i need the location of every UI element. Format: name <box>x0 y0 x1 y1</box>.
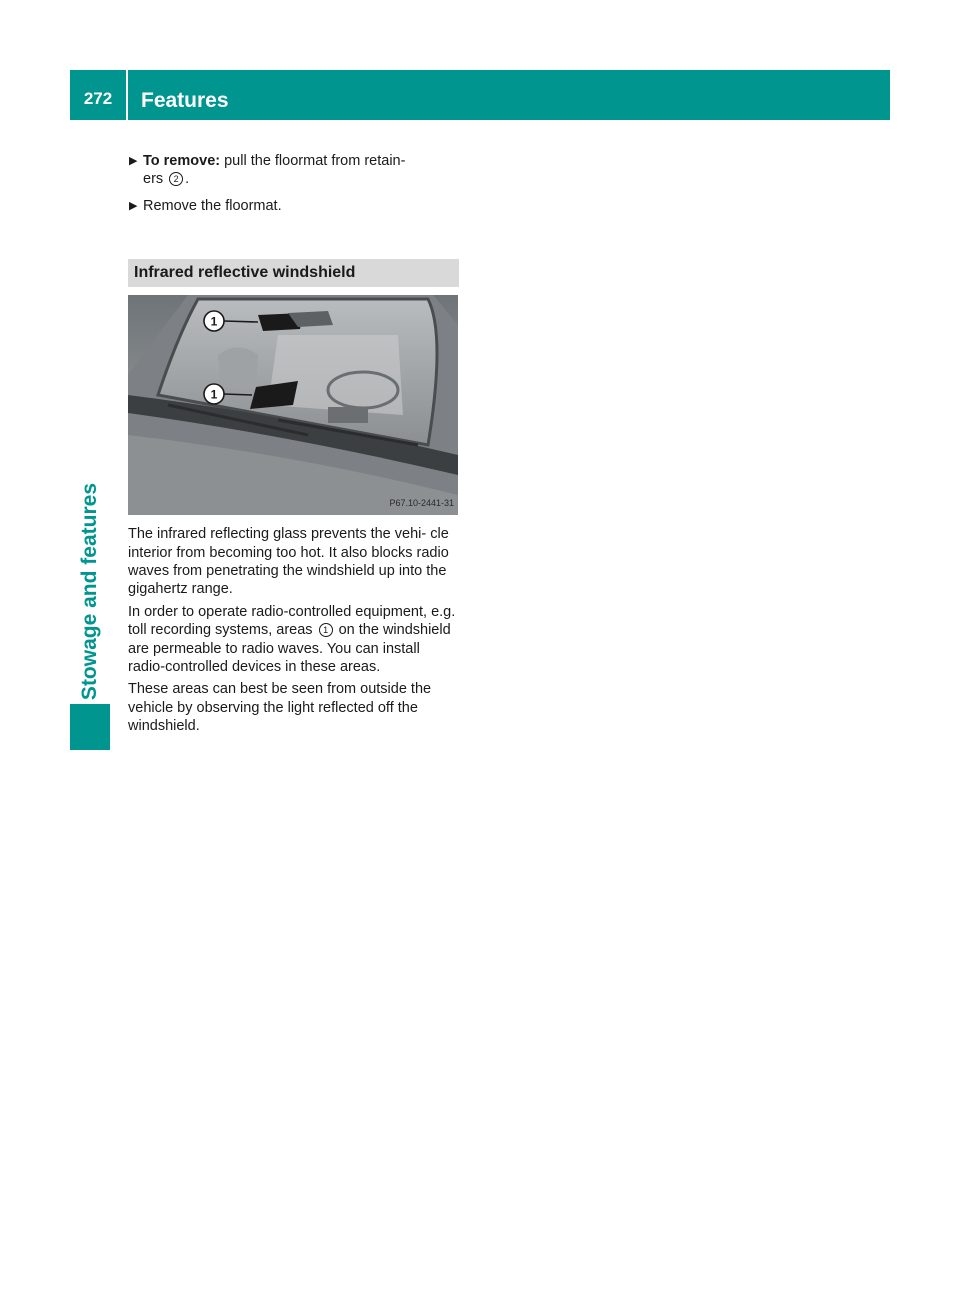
step-arrow-icon: ▶ <box>129 199 138 212</box>
page-title: Features <box>141 89 229 112</box>
header-divider <box>126 70 128 120</box>
body-paragraph: The infrared reflecting glass prevents the vehi- cle interior from becoming too hot. It also blocks radio waves from penetrating the windshield up into the gigahertz range. <box>128 526 449 598</box>
body-paragraph <box>128 603 459 677</box>
step-text: Remove the floormat. <box>143 197 282 214</box>
section-heading: Infrared reflective windshield <box>128 259 459 287</box>
step-text: . <box>185 171 190 188</box>
side-tab-marker <box>70 704 110 750</box>
step-text: pull the floormat from retain- <box>220 153 406 169</box>
body-paragraph: These areas can best be seen from outside the vehicle by observing the light reflected off the windshield. <box>128 681 432 735</box>
side-tab-label: Stowage and features <box>78 482 101 700</box>
callout-marker: 2 <box>169 172 183 186</box>
content-column <box>128 152 459 736</box>
step-arrow-icon: ▶ <box>129 155 138 167</box>
page-number: 272 <box>83 89 113 108</box>
instruction-step <box>128 152 459 189</box>
figure-callout-label: 1 <box>210 387 218 402</box>
paragraph-text: on the windshield are permeable to radio waves. You can install radio-controlled devices in these areas. <box>128 622 451 676</box>
windshield-illustration <box>128 295 458 515</box>
step-label: To remove: <box>143 153 221 169</box>
step-text: ers <box>143 171 168 188</box>
callout-marker: 1 <box>319 623 333 637</box>
figure-code: P67.10-2441-31 <box>389 497 454 508</box>
windshield-drawing <box>128 295 458 515</box>
instruction-step <box>128 197 459 215</box>
side-tab <box>70 120 110 700</box>
paragraph-text: In order to operate radio-controlled equipment, e.g. toll recording systems, areas <box>128 603 456 639</box>
figure-callout-label: 1 <box>210 314 218 329</box>
